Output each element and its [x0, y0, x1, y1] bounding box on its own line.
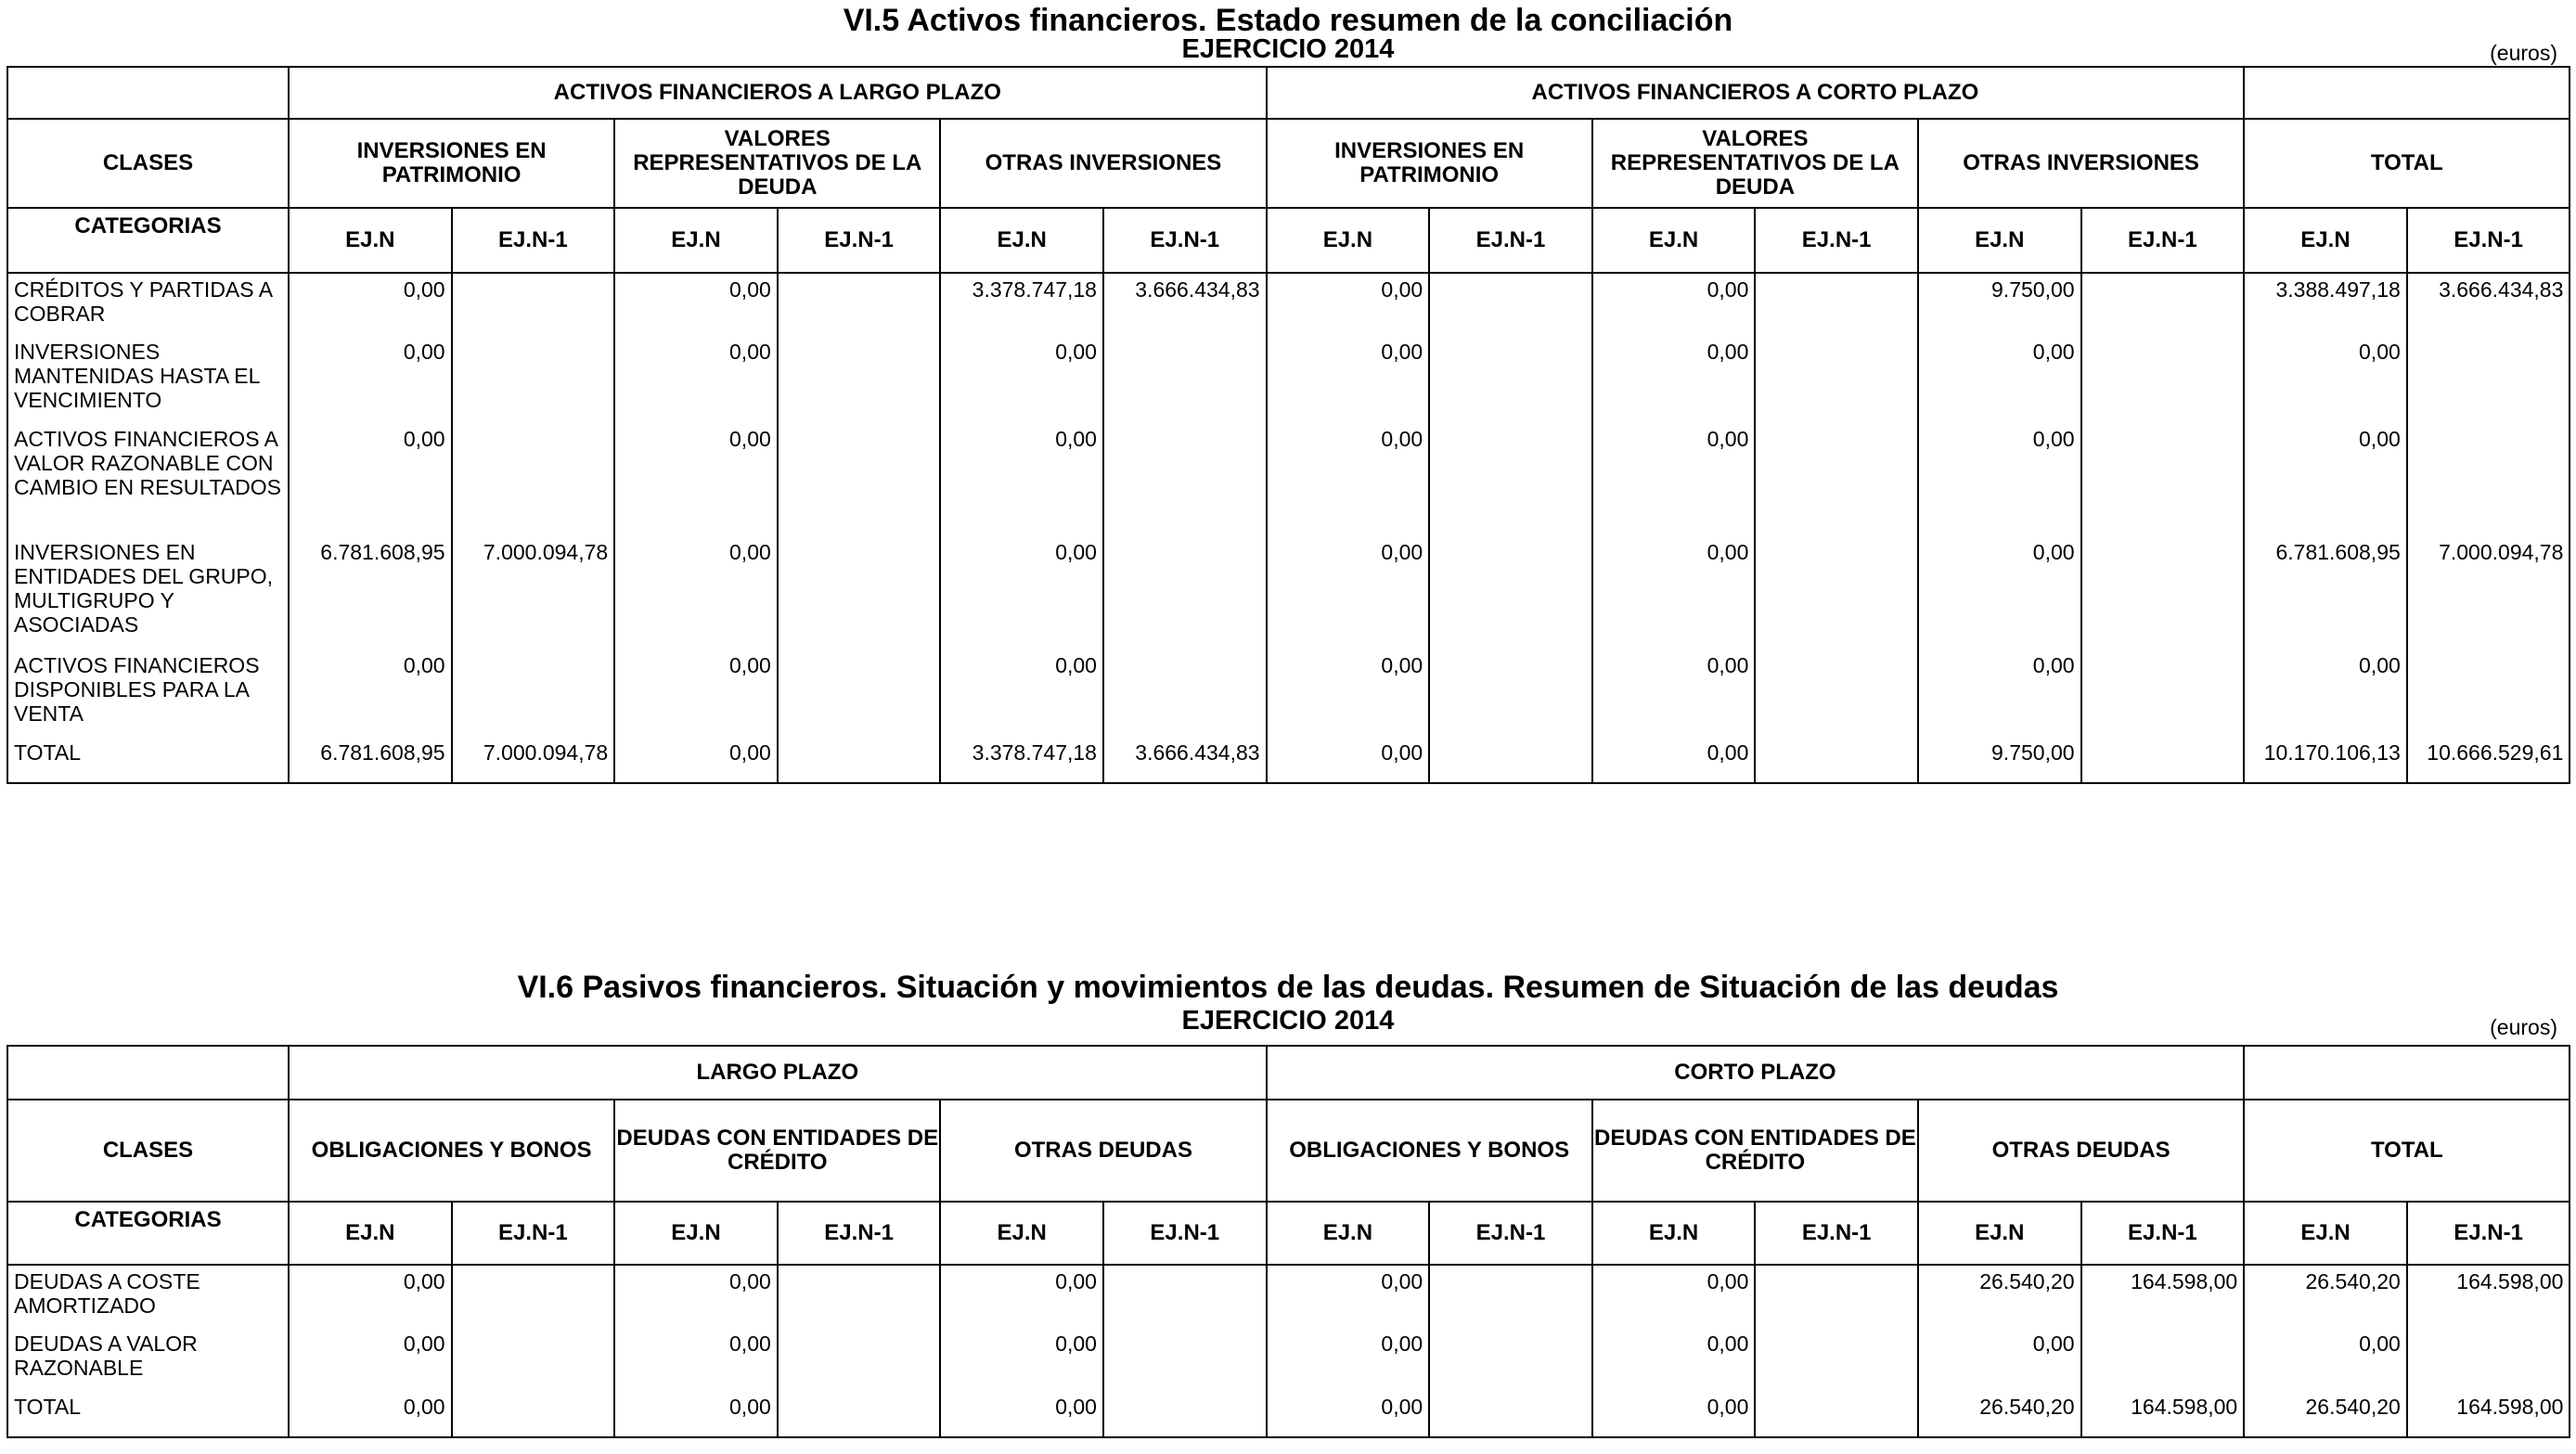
cell-value: 10.666.529,61: [2407, 737, 2570, 783]
header-categorias: CATEGORIAS: [7, 208, 289, 273]
cell-value: 0,00: [614, 536, 778, 650]
cell-value: 0,00: [940, 1328, 1103, 1391]
cell-value: 10.170.106,13: [2244, 737, 2407, 783]
cell-value: 164.598,00: [2081, 1265, 2245, 1328]
row-label: ACTIVOS FINANCIEROS DISPONIBLES PARA LA VENTA: [7, 650, 289, 737]
cell-value: [2081, 423, 2245, 536]
cell-value: [1429, 650, 1592, 737]
cell-value: 3.666.434,83: [1103, 737, 1267, 783]
activos-financieros-table: [6, 66, 2570, 784]
units-label: (euros): [2490, 41, 2557, 65]
cell-value: [452, 273, 615, 336]
cell-value: 0,00: [289, 423, 452, 536]
cell-value: 3.388.497,18: [2244, 273, 2407, 336]
header-ej-n: EJ.N: [1267, 208, 1430, 273]
header-ej-n: EJ.N: [940, 1202, 1103, 1265]
cell-value: 26.540,20: [2244, 1265, 2407, 1328]
cell-value: [2081, 650, 2245, 737]
group-header-corto-plazo: CORTO PLAZO: [1267, 1046, 2245, 1100]
cell-value: 26.540,20: [2244, 1391, 2407, 1437]
table-row: [7, 1328, 2570, 1391]
cell-value: [778, 336, 941, 423]
cell-value: [1755, 1265, 1918, 1328]
class-header-otras-deudas: OTRAS DEUDAS: [1918, 1100, 2244, 1202]
cell-value: 0,00: [940, 536, 1103, 650]
table-row: [7, 336, 2570, 423]
cell-value: 0,00: [614, 273, 778, 336]
cell-value: 0,00: [614, 650, 778, 737]
cell-value: [1755, 336, 1918, 423]
cell-value: 0,00: [1267, 273, 1430, 336]
cell-value: [2407, 336, 2570, 423]
table-row: [7, 536, 2570, 650]
cell-value: [1755, 1391, 1918, 1437]
cell-value: [1429, 1391, 1592, 1437]
cell-value: [1755, 737, 1918, 783]
cell-value: 0,00: [1592, 1391, 1756, 1437]
cell-value: [1103, 336, 1267, 423]
class-header-deudas-con-entidades-de-credito: DEUDAS CON ENTIDADES DE CRÉDITO: [614, 1100, 940, 1202]
cell-value: 0,00: [614, 1391, 778, 1437]
header-ej-n: EJ.N: [289, 1202, 452, 1265]
cell-value: 0,00: [940, 1265, 1103, 1328]
table-row: [7, 1265, 2570, 1328]
header-ej-n-1: EJ.N-1: [1429, 1202, 1592, 1265]
cell-value: 3.666.434,83: [1103, 273, 1267, 336]
header-clases: CLASES: [7, 1100, 289, 1202]
cell-value: [2081, 1328, 2245, 1391]
cell-value: [452, 1328, 615, 1391]
cell-value: 0,00: [289, 273, 452, 336]
cell-value: 3.666.434,83: [2407, 273, 2570, 336]
cell-value: 9.750,00: [1918, 273, 2081, 336]
cell-value: 0,00: [1267, 1328, 1430, 1391]
cell-value: [2407, 1328, 2570, 1391]
cell-value: 0,00: [940, 650, 1103, 737]
row-label: DEUDAS A VALOR RAZONABLE: [7, 1328, 289, 1391]
class-header-obligaciones-y-bonos: OBLIGACIONES Y BONOS: [289, 1100, 614, 1202]
cell-value: 0,00: [2244, 1328, 2407, 1391]
cell-value: 7.000.094,78: [2407, 536, 2570, 650]
cell-value: 0,00: [1592, 273, 1756, 336]
cell-value: 0,00: [1918, 1328, 2081, 1391]
cell-value: 0,00: [2244, 650, 2407, 737]
class-header-valores-representativos-de-la-deuda: VALORES REPRESENTATIVOS DE LA DEUDA: [614, 119, 940, 208]
cell-value: 0,00: [940, 423, 1103, 536]
table-row: [7, 650, 2570, 737]
header-blank: [7, 1046, 289, 1100]
row-label: INVERSIONES EN ENTIDADES DEL GRUPO, MULTIGRUPO Y ASOCIADAS: [7, 536, 289, 650]
cell-value: [2407, 650, 2570, 737]
cell-value: 6.781.608,95: [289, 536, 452, 650]
header-ej-n: EJ.N: [1592, 1202, 1756, 1265]
cell-value: [1103, 1391, 1267, 1437]
header-ej-n: EJ.N: [1267, 1202, 1430, 1265]
class-header-otras-inversiones: OTRAS INVERSIONES: [1918, 119, 2244, 208]
row-label: INVERSIONES MANTENIDAS HASTA EL VENCIMIENTO: [7, 336, 289, 423]
header-categorias: CATEGORIAS: [7, 1202, 289, 1265]
cell-value: 0,00: [1592, 1265, 1756, 1328]
cell-value: [2081, 737, 2245, 783]
table-row: [7, 737, 2570, 783]
section-title: VI.6 Pasivos financieros. Situación y movimientos de las deudas. Resumen de Situación de las deudas: [517, 970, 2059, 1005]
cell-value: 0,00: [940, 336, 1103, 423]
section-subtitle: EJERCICIO 2014: [1181, 34, 1395, 64]
cell-value: [1103, 650, 1267, 737]
cell-value: [1429, 423, 1592, 536]
cell-value: 0,00: [940, 1391, 1103, 1437]
cell-value: [778, 650, 941, 737]
cell-value: [1755, 273, 1918, 336]
cell-value: 6.781.608,95: [2244, 536, 2407, 650]
cell-value: 26.540,20: [1918, 1265, 2081, 1328]
row-label: CRÉDITOS Y PARTIDAS A COBRAR: [7, 273, 289, 336]
header-ej-n-1: EJ.N-1: [1103, 208, 1267, 273]
row-label: TOTAL: [7, 737, 289, 783]
header-ej-n-1: EJ.N-1: [1755, 1202, 1918, 1265]
header-ej-n: EJ.N: [1918, 208, 2081, 273]
cell-value: 0,00: [1267, 1265, 1430, 1328]
cell-value: [1755, 650, 1918, 737]
cell-value: [1755, 536, 1918, 650]
row-label: ACTIVOS FINANCIEROS A VALOR RAZONABLE CON CAMBIO EN RESULTADOS: [7, 423, 289, 536]
table-row: [7, 273, 2570, 336]
section-title: VI.5 Activos financieros. Estado resumen de la conciliación: [843, 3, 1733, 38]
cell-value: [2407, 423, 2570, 536]
cell-value: 0,00: [1592, 737, 1756, 783]
row-label: TOTAL: [7, 1391, 289, 1437]
row-label: DEUDAS A COSTE AMORTIZADO: [7, 1265, 289, 1328]
class-header-otras-deudas: OTRAS DEUDAS: [940, 1100, 1266, 1202]
header-ej-n-1: EJ.N-1: [452, 208, 615, 273]
cell-value: 6.781.608,95: [289, 737, 452, 783]
cell-value: [1429, 1265, 1592, 1328]
cell-value: 3.378.747,18: [940, 273, 1103, 336]
table-row: [7, 1391, 2570, 1437]
group-header-largo-plazo: LARGO PLAZO: [289, 1046, 1267, 1100]
cell-value: [1429, 336, 1592, 423]
cell-value: [778, 1265, 941, 1328]
cell-value: 0,00: [1267, 423, 1430, 536]
class-header-inversiones-en-patrimonio: INVERSIONES EN PATRIMONIO: [289, 119, 614, 208]
cell-value: 0,00: [289, 1391, 452, 1437]
header-ej-n: EJ.N: [940, 208, 1103, 273]
cell-value: [452, 650, 615, 737]
cell-value: [778, 1391, 941, 1437]
cell-value: [2081, 336, 2245, 423]
class-header-total: TOTAL: [2244, 119, 2570, 208]
cell-value: 9.750,00: [1918, 737, 2081, 783]
header-ej-n: EJ.N: [2244, 208, 2407, 273]
header-ej-n: EJ.N: [1918, 1202, 2081, 1265]
cell-value: 0,00: [1267, 336, 1430, 423]
section-subtitle: EJERCICIO 2014: [1181, 1006, 1395, 1036]
cell-value: [778, 1328, 941, 1391]
header-ej-n-1: EJ.N-1: [1103, 1202, 1267, 1265]
cell-value: 0,00: [1592, 1328, 1756, 1391]
header-ej-n-1: EJ.N-1: [2407, 208, 2570, 273]
cell-value: 26.540,20: [1918, 1391, 2081, 1437]
cell-value: 0,00: [289, 1328, 452, 1391]
cell-value: [1103, 536, 1267, 650]
cell-value: 0,00: [614, 423, 778, 536]
cell-value: 0,00: [1918, 536, 2081, 650]
group-header-largo-plazo: ACTIVOS FINANCIEROS A LARGO PLAZO: [289, 67, 1267, 119]
cell-value: [452, 1391, 615, 1437]
cell-value: [1429, 273, 1592, 336]
cell-value: 0,00: [289, 336, 452, 423]
class-header-inversiones-en-patrimonio: INVERSIONES EN PATRIMONIO: [1267, 119, 1592, 208]
cell-value: 0,00: [289, 1265, 452, 1328]
class-header-valores-representativos-de-la-deuda: VALORES REPRESENTATIVOS DE LA DEUDA: [1592, 119, 1918, 208]
header-ej-n-1: EJ.N-1: [2081, 208, 2245, 273]
cell-value: [778, 273, 941, 336]
header-ej-n: EJ.N: [289, 208, 452, 273]
cell-value: [1429, 536, 1592, 650]
class-header-total: TOTAL: [2244, 1100, 2570, 1202]
header-ej-n-1: EJ.N-1: [778, 1202, 941, 1265]
cell-value: 0,00: [1267, 650, 1430, 737]
cell-value: [1103, 1265, 1267, 1328]
cell-value: 0,00: [1918, 423, 2081, 536]
cell-value: 0,00: [1592, 650, 1756, 737]
cell-value: 3.378.747,18: [940, 737, 1103, 783]
class-header-otras-inversiones: OTRAS INVERSIONES: [940, 119, 1266, 208]
cell-value: [452, 336, 615, 423]
group-header-corto-plazo: ACTIVOS FINANCIEROS A CORTO PLAZO: [1267, 67, 2245, 119]
cell-value: 0,00: [1267, 1391, 1430, 1437]
cell-value: [1755, 1328, 1918, 1391]
cell-value: [1103, 1328, 1267, 1391]
header-ej-n-1: EJ.N-1: [778, 208, 941, 273]
group-header-blank: [2244, 67, 2570, 119]
header-ej-n: EJ.N: [614, 208, 778, 273]
cell-value: [778, 536, 941, 650]
cell-value: 7.000.094,78: [452, 737, 615, 783]
cell-value: 0,00: [614, 1328, 778, 1391]
header-ej-n-1: EJ.N-1: [452, 1202, 615, 1265]
cell-value: 0,00: [2244, 423, 2407, 536]
header-blank: [7, 67, 289, 119]
group-header-blank: [2244, 1046, 2570, 1100]
cell-value: 164.598,00: [2407, 1391, 2570, 1437]
pasivos-financieros-table: [6, 1045, 2570, 1438]
cell-value: 0,00: [1267, 737, 1430, 783]
header-ej-n: EJ.N: [614, 1202, 778, 1265]
cell-value: 0,00: [2244, 336, 2407, 423]
cell-value: [2081, 273, 2245, 336]
cell-value: [778, 737, 941, 783]
cell-value: 164.598,00: [2407, 1265, 2570, 1328]
units-label: (euros): [2490, 1015, 2557, 1039]
cell-value: [1429, 737, 1592, 783]
cell-value: 0,00: [1592, 336, 1756, 423]
table-row: [7, 423, 2570, 536]
cell-value: [1103, 423, 1267, 536]
cell-value: 0,00: [1918, 650, 2081, 737]
class-header-deudas-con-entidades-de-credito: DEUDAS CON ENTIDADES DE CRÉDITO: [1592, 1100, 1918, 1202]
cell-value: [778, 423, 941, 536]
cell-value: 0,00: [1918, 336, 2081, 423]
header-ej-n: EJ.N: [1592, 208, 1756, 273]
header-ej-n: EJ.N: [2244, 1202, 2407, 1265]
cell-value: [1429, 1328, 1592, 1391]
cell-value: [452, 1265, 615, 1328]
cell-value: 0,00: [289, 650, 452, 737]
cell-value: [2081, 536, 2245, 650]
class-header-obligaciones-y-bonos: OBLIGACIONES Y BONOS: [1267, 1100, 1592, 1202]
header-ej-n-1: EJ.N-1: [1755, 208, 1918, 273]
header-ej-n-1: EJ.N-1: [2407, 1202, 2570, 1265]
cell-value: 0,00: [1267, 536, 1430, 650]
cell-value: 0,00: [1592, 536, 1756, 650]
cell-value: 0,00: [614, 336, 778, 423]
cell-value: 7.000.094,78: [452, 536, 615, 650]
cell-value: 164.598,00: [2081, 1391, 2245, 1437]
header-ej-n-1: EJ.N-1: [2081, 1202, 2245, 1265]
header-clases: CLASES: [7, 119, 289, 208]
cell-value: [1755, 423, 1918, 536]
cell-value: 0,00: [614, 737, 778, 783]
header-ej-n-1: EJ.N-1: [1429, 208, 1592, 273]
cell-value: 0,00: [1592, 423, 1756, 536]
cell-value: 0,00: [614, 1265, 778, 1328]
cell-value: [452, 423, 615, 536]
